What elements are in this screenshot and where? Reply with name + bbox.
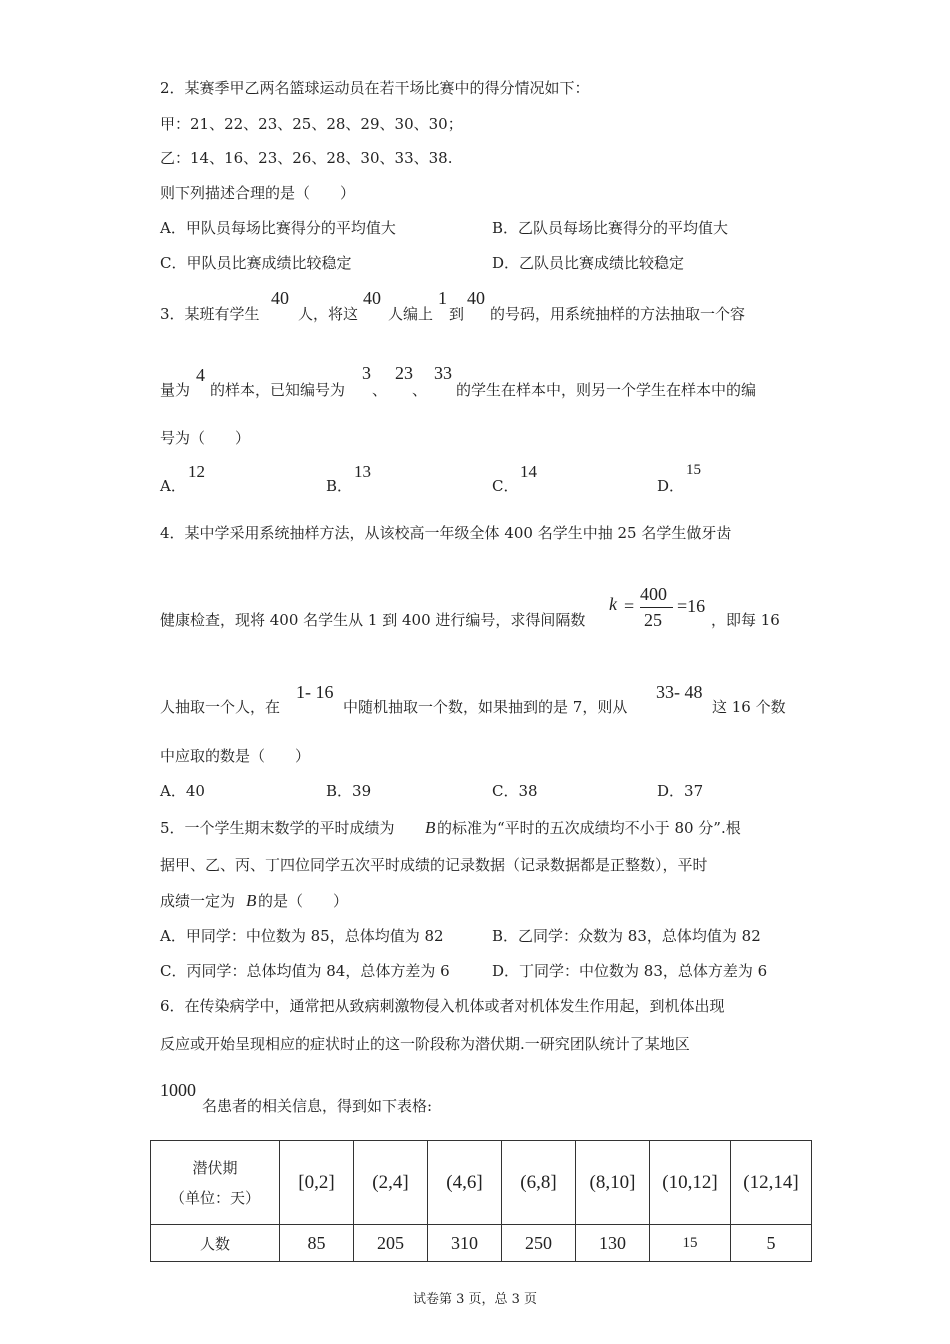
q6-line-1: 6．在传染病学中，通常把从致病刺激物侵入机体或者对机体发生作用起，到机体出现 [160, 997, 725, 1015]
interval-cell: [0,2] [280, 1141, 354, 1225]
q5-option-a: A．甲同学：中位数为 85，总体均值为 82 [160, 927, 444, 945]
q3-num-40b: 40 [363, 288, 381, 308]
q4-fraction-den: 25 [644, 610, 662, 630]
q5-line-1a: 5．一个学生期末数学的平时成绩为 [160, 819, 395, 837]
q3-num-23: 23 [395, 363, 413, 383]
q4-k: k [609, 594, 617, 614]
q3-text-6: 量为 [160, 381, 191, 399]
q4-option-d: D．37 [657, 782, 704, 800]
q5-line-2: 据甲、乙、丙、丁四位同学五次平时成绩的记录数据（记录数据都是正整数），平时 [160, 856, 708, 874]
interval-cell: (10,12] [650, 1141, 731, 1225]
interval-cell: (8,10] [576, 1141, 650, 1225]
q3-sep-1: 、 [372, 381, 388, 399]
q4-line-3c: 这 16 个数 [712, 698, 786, 716]
q5-line-3b: 的是（ ） [258, 892, 349, 910]
q3-option-b-label: B． [326, 477, 353, 495]
q2-yi-scores: 乙：14、16、23、26、28、30、33、38. [160, 149, 453, 167]
q4-line-3a: 人抽取一个人，在 [160, 698, 281, 716]
table-header-label-1: 潜伏期 [192, 1158, 238, 1177]
interval-cell: (12,14] [731, 1141, 812, 1225]
q3-option-c-label: C． [492, 477, 519, 495]
count-cell: 85 [280, 1225, 354, 1262]
q5-line-3a: 成绩一定为 [160, 892, 236, 910]
interval-cell: (2,4] [354, 1141, 428, 1225]
q3-option-d-label: D． [657, 477, 685, 495]
q4-line-1: 4．某中学采用系统抽样方法，从该校高一年级全体 400 名学生中抽 25 名学生做牙齿 [160, 524, 732, 542]
q2-option-b: B．乙队员每场比赛得分的平均值大 [492, 219, 729, 237]
q3-sep-2: 、 [412, 381, 428, 399]
q3-option-c-value: 14 [520, 462, 537, 481]
q3-text-7: 的样本，已知编号为 [210, 381, 346, 399]
interval-cell: (6,8] [502, 1141, 576, 1225]
table-header-row [151, 1141, 812, 1225]
q4-fraction-bar [640, 607, 673, 608]
q4-range-1: 1- 16 [296, 682, 334, 702]
q3-num-3: 3 [362, 363, 371, 383]
q3-text-8: 的学生在样本中，则另一个学生在样本中的编 [456, 381, 757, 399]
q4-option-a: A．40 [160, 782, 205, 800]
q4-option-c: C．38 [492, 782, 538, 800]
q3-text-5: 的号码，用系统抽样的方法抽取一个容 [490, 305, 746, 323]
count-cell: 130 [576, 1225, 650, 1262]
q3-num-1: 1 [438, 288, 447, 308]
page-footer: 试卷第 3 页，总 3 页 [412, 1292, 538, 1307]
q2-stem: 2．某赛季甲乙两名篮球运动员在若干场比赛中的得分情况如下： [160, 79, 590, 97]
q5-grade-b-2: B [246, 891, 257, 910]
q3-option-a-label: A． [160, 477, 186, 495]
q6-num-1000: 1000 [160, 1080, 196, 1100]
q4-line-4: 中应取的数是（ ） [160, 747, 311, 765]
q4-eq: = [624, 596, 635, 616]
q3-num-4: 4 [196, 365, 205, 385]
q5-option-c: C．丙同学：总体均值为 84，总体方差为 6 [160, 962, 450, 980]
q3-text-9: 号为（ ） [160, 429, 251, 447]
q3-text-3: 人编上 [388, 305, 434, 323]
interval-cell: (4,6] [428, 1141, 502, 1225]
q2-option-a: A．甲队员每场比赛得分的平均值大 [160, 219, 396, 237]
q6-line-2: 反应或开始呈现相应的症状时止的这一阶段称为潜伏期.一研究团队统计了某地区 [160, 1035, 690, 1053]
q4-line-2b: ，即每 16 [711, 611, 780, 629]
q3-option-a-value: 12 [188, 462, 205, 481]
count-cell: 5 [731, 1225, 812, 1262]
count-cell: 250 [502, 1225, 576, 1262]
q3-option-d-value: 15 [686, 462, 701, 478]
q3-text-4: 到 [449, 305, 465, 323]
table-header-label [151, 1141, 280, 1225]
q3-text-2: 人，将这 [298, 305, 359, 323]
count-cell: 310 [428, 1225, 502, 1262]
q4-option-b: B．39 [326, 782, 372, 800]
q3-text-1: 3．某班有学生 [160, 305, 260, 323]
table-count-row [151, 1225, 812, 1262]
q2-option-c: C．甲队员比赛成绩比较稳定 [160, 254, 352, 272]
q3-num-33: 33 [434, 363, 452, 383]
q4-result: =16 [677, 596, 706, 616]
q4-line-3b: 中随机抽取一个数，如果抽到的是 7，则从 [343, 698, 628, 716]
q3-num-40c: 40 [467, 288, 485, 308]
incubation-table [150, 1140, 812, 1262]
q3-option-b-value: 13 [354, 462, 371, 481]
q5-grade-b-1: B [425, 818, 436, 837]
count-cell: 15 [650, 1225, 731, 1262]
table-row-label: 人数 [151, 1225, 280, 1262]
q4-line-2a: 健康检查，现将 400 名学生从 1 到 400 进行编号，求得间隔数 [160, 611, 586, 629]
q5-option-b: B．乙同学：众数为 83，总体均值为 82 [492, 927, 761, 945]
count-cell: 205 [354, 1225, 428, 1262]
q4-fraction-num: 400 [640, 584, 667, 604]
q5-line-1b: 的标准为“平时的五次成绩均不小于 80 分”.根 [437, 819, 741, 837]
q5-option-d: D．丁同学：中位数为 83，总体方差为 6 [492, 962, 768, 980]
q2-option-d: D．乙队员比赛成绩比较稳定 [492, 254, 685, 272]
q2-ask: 则下列描述合理的是（ ） [160, 184, 356, 202]
q6-line-3: 名患者的相关信息，得到如下表格: [202, 1097, 433, 1115]
q4-range-2: 33- 48 [656, 682, 703, 702]
q2-jia-scores: 甲：21、22、23、25、28、29、30、30； [160, 115, 463, 133]
q3-num-40a: 40 [271, 288, 289, 308]
table-header-label-2: （单位：天） [169, 1188, 260, 1207]
